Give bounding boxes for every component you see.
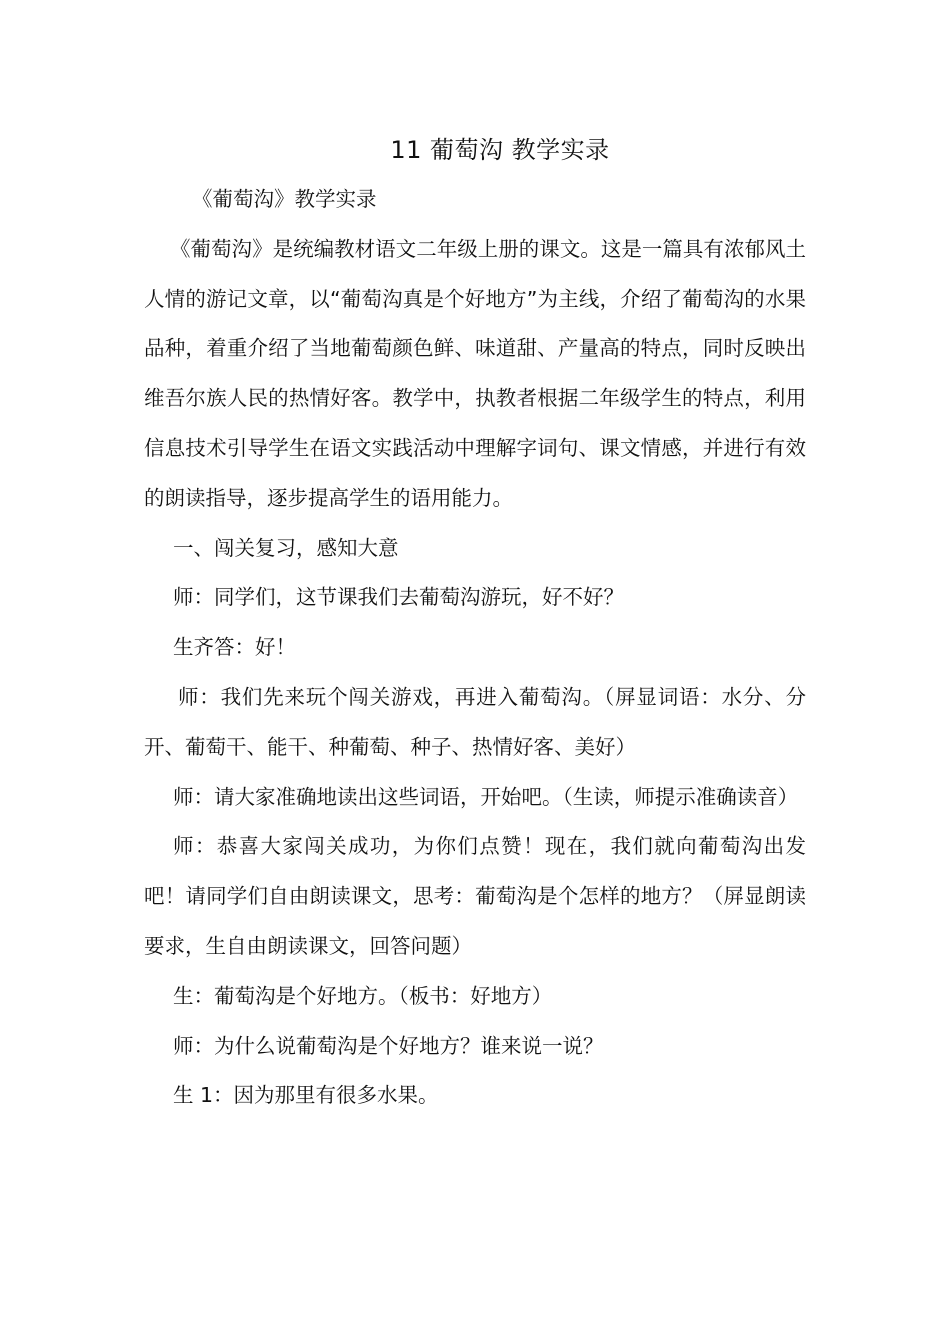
dialogue-line: 生齐答：好！	[173, 635, 296, 660]
document-title: 11 葡萄沟 教学实录	[390, 136, 610, 164]
intro-paragraph: 《葡萄沟》是统编教材语文二年级上册的课文。这是一篇具有浓郁风土人情的游记文章，以“葡萄沟真是个好地方”为主线，介绍了葡萄沟的水果品种，着重介绍了当地葡萄颜色鲜、味道甜、产量高的特点，同时反映出维吾尔族人民的热情好客。教学中，执教者根据二年级学生的特点，利用信息技术引导学生在语文实践活动中理解字词句、课文情感，并进行有效的朗读指导，逐步提高学生的语用能力。	[144, 236, 806, 510]
dialogue-line: 生：葡萄沟是个好地方。（板书：好地方）	[173, 983, 553, 1008]
dialogue-line: 师：为什么说葡萄沟是个好地方？谁来说一说？	[173, 1033, 604, 1058]
dialogue-line: 师：恭喜大家闯关成功，为你们点赞！现在，我们就向葡萄沟出发吧！请同学们自由朗读课文，思考：葡萄沟是个怎样的地方？（屏显朗读要求，生自由朗读课文，回答问题）	[144, 834, 806, 958]
document-subtitle: 《葡萄沟》教学实录	[192, 187, 377, 211]
document-body	[144, 175, 806, 1121]
dialogue-line: 师：同学们，这节课我们去葡萄沟游玩，好不好？	[173, 585, 624, 610]
dialogue-line: 师：请大家准确地读出这些词语，开始吧。（生读，师提示准确读音）	[173, 784, 799, 809]
dialogue-line: 生 1：因为那里有很多水果。	[173, 1083, 439, 1108]
section-heading: 一、闯关复习，感知大意	[173, 535, 399, 560]
dialogue-line: 师：我们先来玩个闯关游戏，再进入葡萄沟。（屏显词语：水分、分开、葡萄干、能干、种葡萄、种子、热情好客、美好）	[144, 684, 806, 759]
